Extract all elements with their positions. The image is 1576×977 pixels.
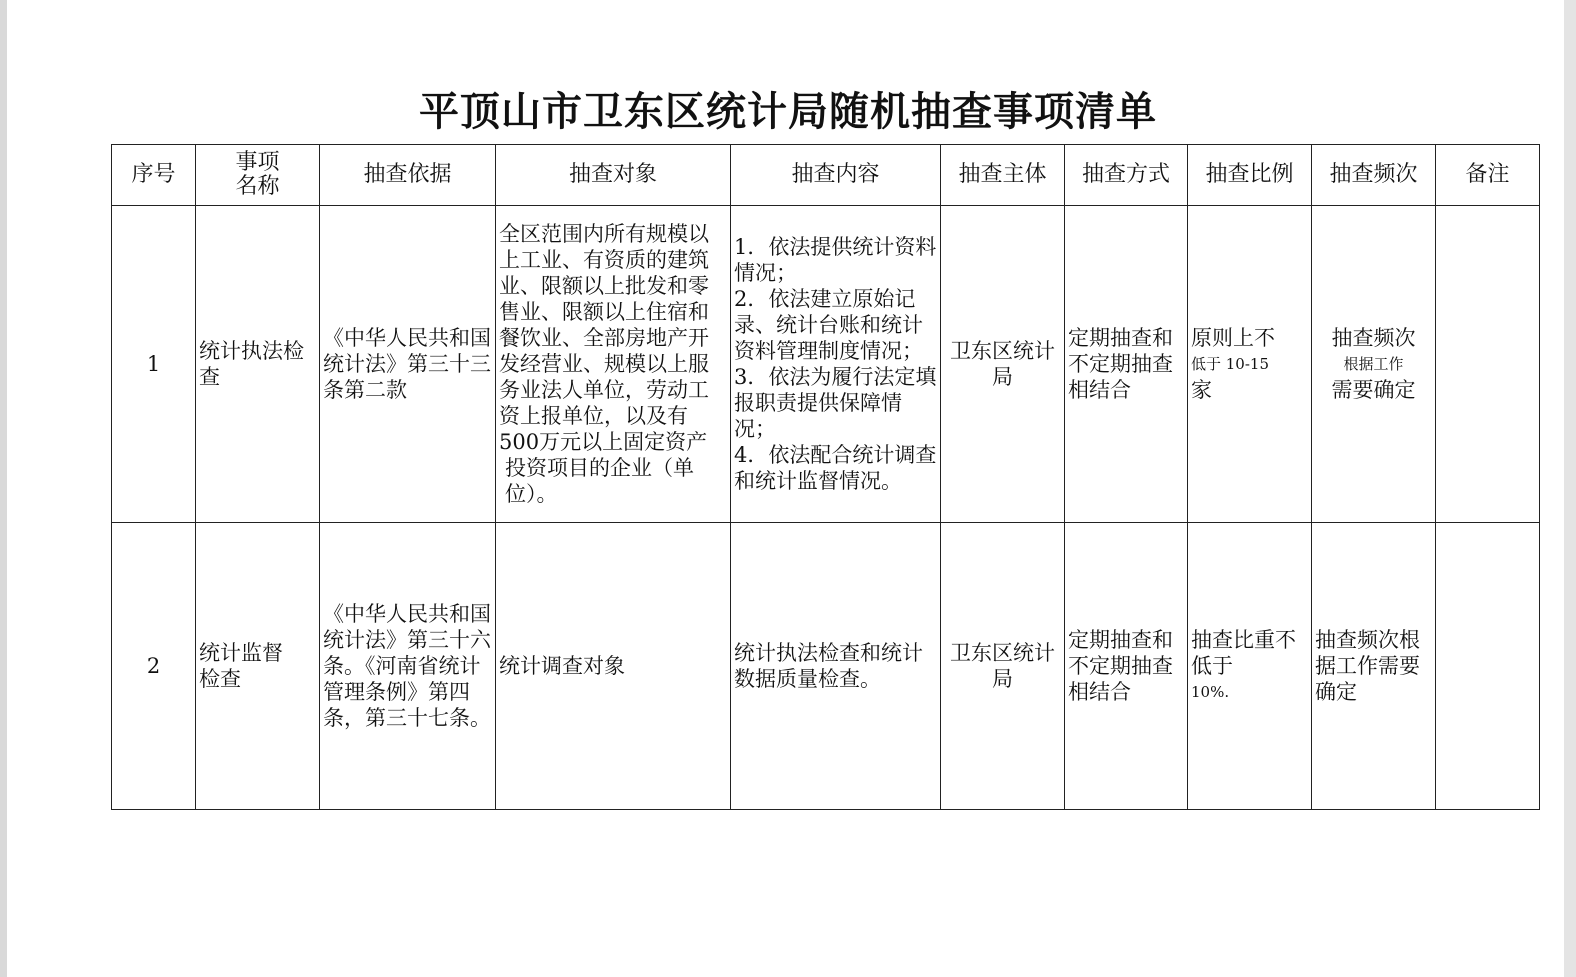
row-target-main: 全区范围内所有规模以上工业、有资质的建筑业、限额以上批发和零售业、限额以上住宿和餐饮业、全部房地产开发经营业、规模以上服务业法人单位，劳动工资上报单位，以及有500万元以上固定资产 xyxy=(499,222,709,454)
row-target-tail: 投资项目的企业（单位）。 xyxy=(505,456,694,506)
header-item-name-line2: 名称 xyxy=(235,174,280,199)
row-method: 定期抽查和不定期抽查相结合 xyxy=(1065,523,1188,810)
row-frequency: 抽查频次根据工作需要确定 xyxy=(1312,523,1436,810)
row-ratio xyxy=(1188,206,1312,523)
row-frequency-line: 需要确定 xyxy=(1331,378,1416,402)
row-item-name-line2: 检查 xyxy=(199,667,241,691)
row-ratio-detail: 低于 10-15 xyxy=(1191,355,1270,373)
row-target: 统计调查对象 xyxy=(496,523,731,810)
row-index: 2 xyxy=(112,523,196,810)
header-remark: 备注 xyxy=(1436,145,1540,206)
row-frequency-line: 根据工作 xyxy=(1343,355,1404,373)
row-ratio-unit: 家 xyxy=(1191,378,1212,402)
row-method: 定期抽查和不定期抽查相结合 xyxy=(1065,206,1188,523)
header-content: 抽查内容 xyxy=(731,145,941,206)
row-basis: 《中华人民共和国统计法》第三十六条。《河南省统计管理条例》第四条，第三十七条。 xyxy=(320,523,496,810)
row-ratio xyxy=(1188,523,1312,810)
header-item-name-line1: 事项 xyxy=(235,150,280,175)
table-header-row xyxy=(112,145,1540,206)
row-ratio-value: 10%. xyxy=(1191,683,1230,701)
row-item-name-line1: 统计监督 xyxy=(199,641,283,665)
row-frequency-line: 抽查频次 xyxy=(1331,326,1416,350)
row-item-name xyxy=(196,523,320,810)
header-ratio: 抽查比例 xyxy=(1188,145,1312,206)
row-content-item: 3．依法为履行法定填报职责提供保障情况； xyxy=(734,365,937,441)
row-target xyxy=(496,206,731,523)
header-method: 抽查方式 xyxy=(1065,145,1188,206)
header-basis: 抽查依据 xyxy=(320,145,496,206)
row-content: 统计执法检查和统计数据质量检查。 xyxy=(731,523,941,810)
inspection-items-table xyxy=(111,144,1540,810)
header-subject: 抽查主体 xyxy=(941,145,1065,206)
row-remark xyxy=(1436,523,1540,810)
page-title: 平顶山市卫东区统计局随机抽查事项清单 xyxy=(419,89,1157,135)
table-row xyxy=(112,523,1540,810)
header-item-name xyxy=(196,145,320,206)
row-content-item: 1．依法提供统计资料情况； xyxy=(734,235,937,285)
table-row xyxy=(112,206,1540,523)
row-index: 1 xyxy=(112,206,196,523)
header-target: 抽查对象 xyxy=(496,145,731,206)
header-index: 序号 xyxy=(112,145,196,206)
row-frequency xyxy=(1312,206,1436,523)
row-subject: 卫东区统计局 xyxy=(941,523,1065,810)
row-basis: 《中华人民共和国统计法》第三十三条第二款 xyxy=(320,206,496,523)
row-content xyxy=(731,206,941,523)
row-ratio-main: 抽查比重不低于 xyxy=(1191,628,1296,678)
row-subject: 卫东区统计局 xyxy=(941,206,1065,523)
page-edge-left xyxy=(0,0,7,977)
row-remark xyxy=(1436,206,1540,523)
header-frequency: 抽查频次 xyxy=(1312,145,1436,206)
row-ratio-main: 原则上不 xyxy=(1191,326,1275,350)
row-content-item: 2．依法建立原始记录、统计台账和统计资料管理制度情况； xyxy=(734,287,923,363)
row-content-item: 4．依法配合统计调查和统计监督情况。 xyxy=(734,443,937,493)
page-edge-right xyxy=(1564,0,1576,977)
row-item-name: 统计执法检查 xyxy=(196,206,320,523)
